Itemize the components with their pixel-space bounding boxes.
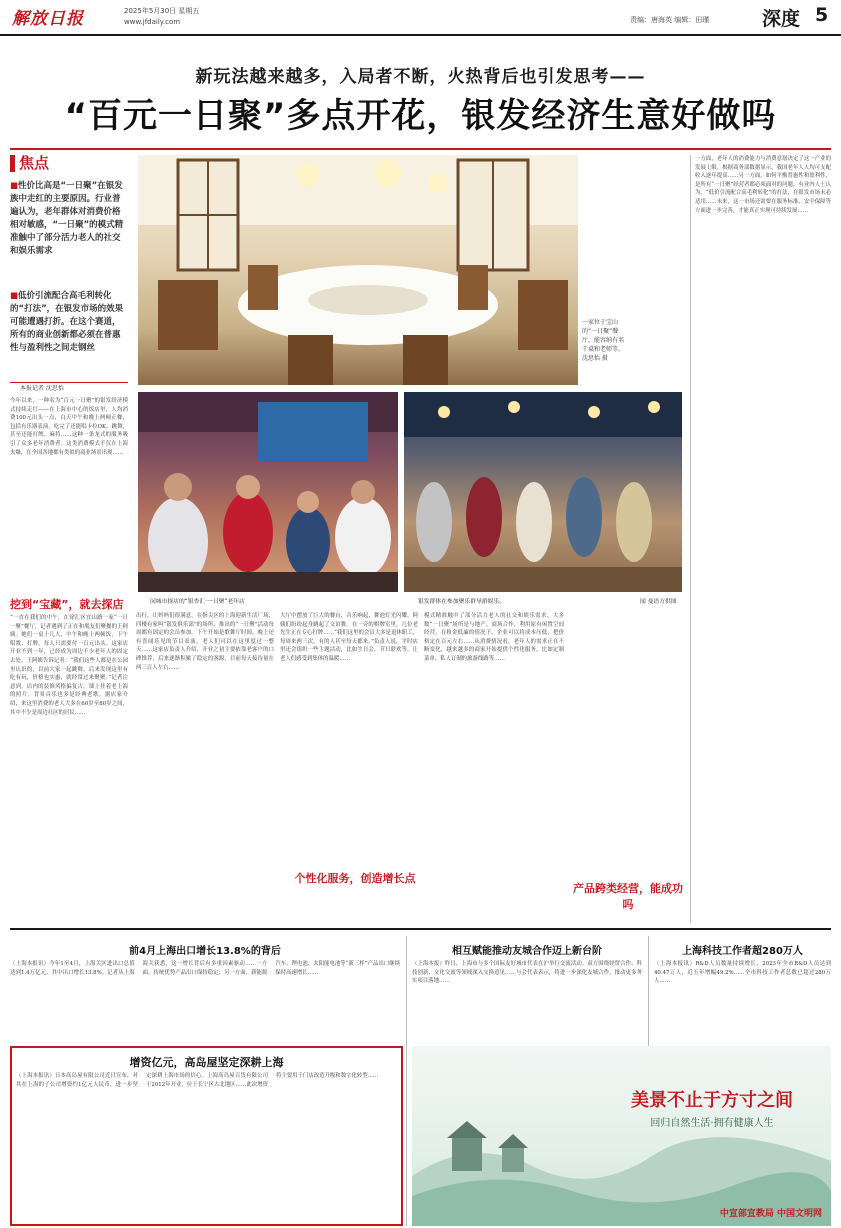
byline: 本报记者 沈思怡 [20,385,64,392]
public-service-ad [412,1046,831,1226]
dance-photo [404,392,682,592]
story-tech-workers-body: （上海本报讯）R&D人员数量持续增长，2023年全市R&D人员达到40.47万人，近五年增幅49.2%……全市科技工作者总数已超过280万人…… [654,961,831,985]
dance-illustration [404,392,682,592]
col5-body-lower [570,898,686,922]
photo3-caption: 银发群体在参加聚乐群导游娱乐。 [418,599,505,605]
focus-divider [10,382,128,383]
col2-body: 出行，让妈妈们很满意。在指尖区的上海迎新生活厂场，四楼有家叫“银发俱乐部”的场所，推出的“一日聚”活动每周都有固定的会员参加。下午开始是歌舞厅时间，晚上还有喜闻乐见的节目表演，老人们可以在这里度过一整天……这家店负责人介绍，开业之初主要依靠老客户的口碑推荐，后来逐渐积累了稳定的客源，目前每天接待量在两三百人左右…… [136,613,274,671]
col3-body-cont [280,886,418,922]
story-tech-workers-title: 上海科技工作者超280万人 [682,946,803,957]
karaoke-illustration [138,392,398,592]
photo-credit: 闻 曼语方供图 [640,599,677,605]
story-exports-body: （上海本报讯）今年1至4月，上海关区进出口总值达到1.4万亿元，其中出口增长13.8%。记者从上海海关获悉，这一增长背后有多重因素驱动……一方面，传统优势产品出口保持稳定；另一方面，新能源汽车、锂电池、太阳能电池等“新三样”产品出口继续保持高速增长…… [10,961,400,976]
col4-body: 模式精准触中了部分活力老人的社交和娱乐需求。大多数“一日聚”场所是与地产、商场合作，利用原有闲置空间经营。在租金低廉的情况下，企业可以将成本压低，把价格定在百元左右……从消费情况看，老年人的需求正在不断变化，越来越多的商家开始提供个性化服务，比如定制菜单、私人订制的旅游线路等…… [424,613,564,662]
bottom-divider-2 [648,936,649,1046]
story-sister-cities-body: （上海本报）昨日，上海市与多个国际友好城市代表在沪举行交流活动。双方围绕经贸合作、科技创新、文化交流等领域深入交换意见……与会代表表示，将进一步深化友城合作，推动更多务实项目落地…… [412,961,642,985]
story-headline: “百元一日聚”多点开花，银发经济生意好做吗 [64,96,777,136]
page-number: 5 [815,4,829,26]
newspaper-logo: 解放日报 [12,9,84,29]
ad-title: 美景不止于方寸之间 [631,1090,793,1111]
bottom-rule [10,928,831,930]
section-head-3: 产品跨类经营，能成功吗 [573,882,683,911]
focus-point-2: ■低价引流配合高毛利转化的“打法”，在银发市场的效果可能遭遇打折。在这个赛道，所有的商业创新都必须在普惠性与盈利性之间走钢丝 [10,291,124,353]
editor-credits: 责编：唐海英 编辑：田瑾 [630,16,710,24]
col5-body-upper [570,612,686,807]
intro-text: 今年以来，一种名为“百元一日聚”的银发经济模式持续走红——在上海市中心的饭店里，人均消费100元出头一点，白天中午和晚上两顿正餐，包括有乐器表演，吃完了还能唱卡拉OK、跳舞，甚至还能打牌、麻将……这种一条龙式的服务吸引了众多老年消费者。这类消费模式不仅在上海火爆，在全国各地都有类似的商业场景出现…… [10,398,128,456]
website-url[interactable]: www.jfdaily.com [124,18,181,26]
focus-point-1: ■性价比高是“一日聚”在银发族中走红的主要原因。行业普遍认为，老年群体对消费价格相对敏感，“一日聚”的模式精准触中了部分活力老人的社交和娱乐需求 [10,181,124,256]
col1-body: “一直在我们的中午，在徐汇区宜山路一家“一日一聚”餐厅，记者遇到了正在和朋友们聚餐的王阿姨。她们一桌十几人，中午和晚上两顿饭，下午唱歌、打牌，每人只需要付一百元出头。这家店开业不到一年，已经成为周边不少老年人的固定去处。王阿姨告诉记者：“我们这些人都是在公园里认识的，以前大家一起跳舞，后来发现这里有吃有玩，价格也实惠，就经常过来聚聚。”记者注意到，店内的装修风格偏复古，墙上挂着老上海的照片，背景音乐也多是经典老歌。据店家介绍，来这里消费的老人大多在60岁至80岁之间，其中不少是周边社区的居民…… [10,615,128,716]
story-takashimaya-body: （上海本报讯）日本高岛屋有限公司近日宣布，对其在上海的子公司增资约1亿元人民币，进一步坚定深耕上海市场的信心。上海高岛屋百货有限公司于2012年开业，位于长宁区古北地区……此次增资将主要用于门店改造升级和数字化转型…… [16,1073,379,1088]
focus-label: 焦点 [10,155,49,172]
col3-body: 大厅中摆放了巨大的餐台，音乐响起，舞池灯光闪耀，阿姨们纷纷起身跳起了交谊舞。在一旁的棋牌室里，几位老先生正在专心打牌……“我们这里的会员大多是退休职工，每周来两三次，有的人甚至每天都来。”负责人说，平时店里还会组织一些主题活动，比如生日会、节日联欢等，让老人们感受到集体的温暖…… [280,613,418,662]
headline-rule [10,148,831,150]
story-takashimaya-title: 增资亿元，高岛屋坚定深耕上海 [129,1056,284,1069]
ad-landscape-illustration [412,1046,831,1226]
section-name: 深度 [762,8,801,30]
ad-sponsors: 中宣部宣教局 中国文明网 [719,1209,822,1219]
column-divider [690,155,691,923]
story-subhead: 新玩法越来越多，入局者不断，火热背后也引发思考—— [195,67,646,87]
right-col-body: 一方面，老年人的消费能力与消费意愿决定了这一产业的发展上限。根据商务部数据显示，我国老年人人均可支配收入逐年提高……另一方面，如何平衡普惠性和盈利性，是所有“一日聚”经营者都必须面对的问题。有业内人士认为，“低价引流配合高毛利转化”的打法，在银发市场未必适用……未来，这一市场还需要在服务标准、安全保障等方面进一步完善，才能真正实现可持续发展…… [695,156,831,214]
karaoke-photo [138,392,398,592]
issue-date: 2025年5月30日 星期五 [124,7,200,15]
bottom-divider-1 [406,936,407,1226]
section-head-1: 挖到“宝藏”，就去探店 [10,598,124,611]
story-exports-title: 前4月上海出口增长13.8%的背后 [129,946,281,957]
photo2-caption: 闵城市探店的“银杏汇·一日聚”老年店 [150,599,245,605]
ad-subtitle: 回归自然生活·拥有健康人生 [650,1118,774,1129]
story-sister-cities-title: 相互赋能推动友城合作迈上新台阶 [452,946,602,957]
restaurant-photo [138,155,578,385]
section-head-2: 个性化服务，创造增长点 [294,872,416,885]
restaurant-illustration [138,155,578,385]
photo1-caption: 一家位于宝山的“一日聚”餐厅，能容纳有名干桌和老师等。沈思怡 摄 [582,319,625,362]
